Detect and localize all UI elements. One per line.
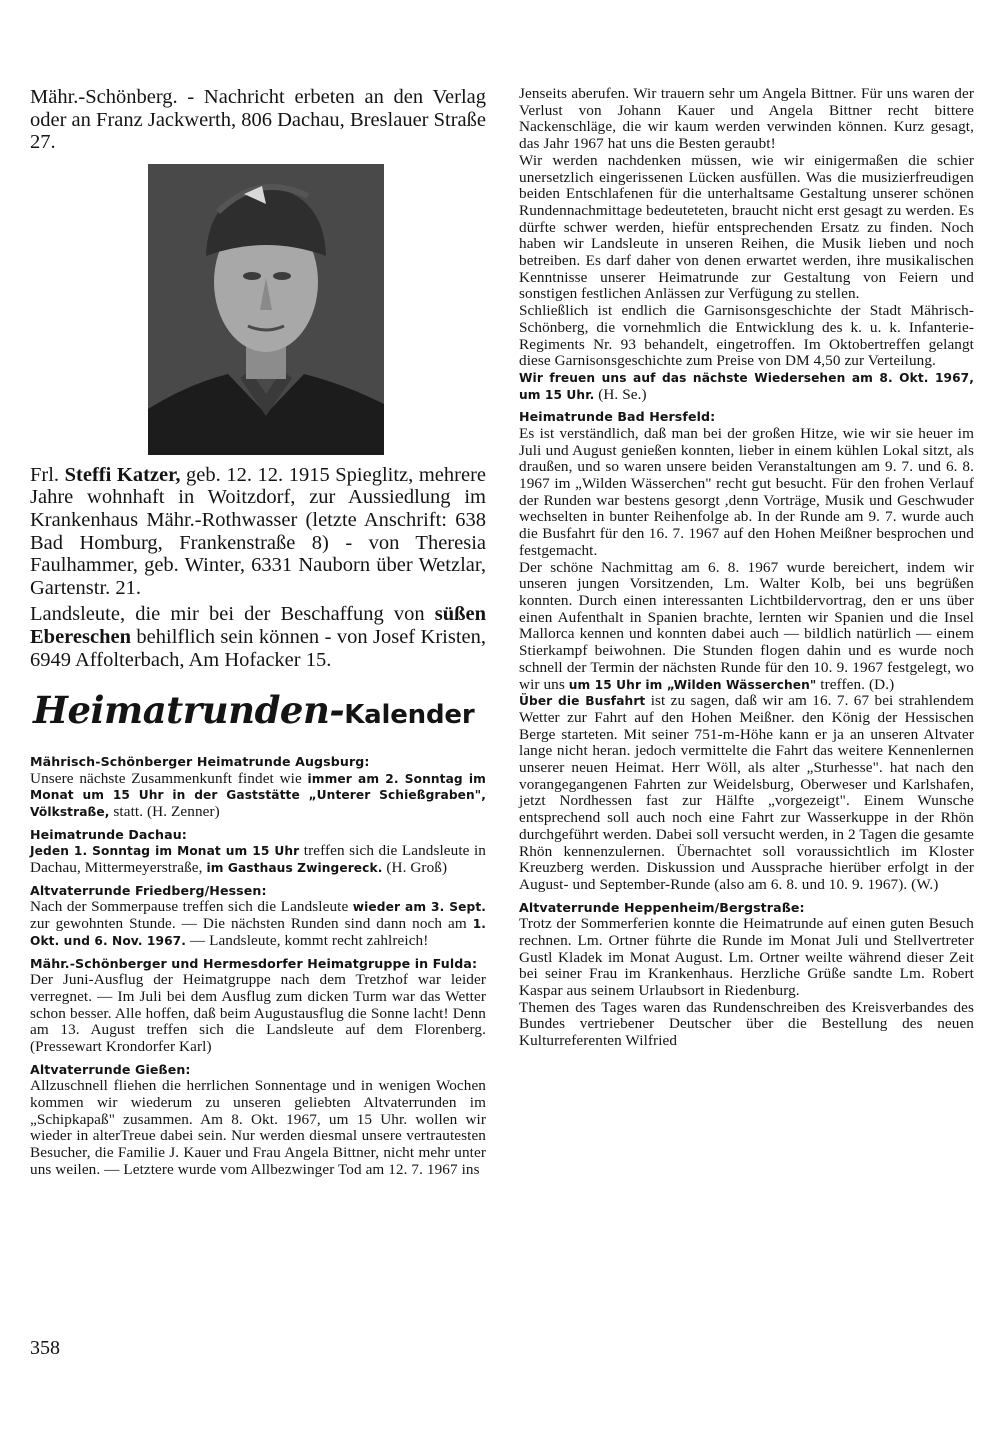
- dachau-text-1: treffen sich die Landsleute in Dachau, Mittermeyerstraße,: [30, 842, 486, 877]
- busfahrt-text: ist zu sagen, daß wir am 16. 7. 67 bei strahlendem Wetter zur Fahrt auf den Hohen Meißner. den König der Hessischen Berge starteten. Mit seiner 751-m-Höhe kann er ja an unseren Altvater lange nicht heran. jedoch vermittelte die Fahrt das weitere Kennenlernen unserer neuen Heimat. Herr Wöll, als alter „Sturhesse". hat nach den vorangegangenen Fahrten zur Weidelsburg, Oberweser und Karlshafen, jetzt Nordhessen fast zur Hälfte „vorgezeigt". Einem Wunsche entsprechend soll auch noch eine Fahrt zur Wasserkuppe in der Rhön durchgeführt werden. Dabei soll versucht werden, in 2 Tagen die gesamte Rhön kennenzulernen. Übernachtet soll voraussichtlich im Kloster Kreuzberg werden. Diskussion und Aussprache hierüber erfolgt in der August- und September-Runde (also am 6. 8. und 10. 9. 1967). (W.): [519, 692, 974, 893]
- hersfeld-paragraph-2-end: treffen. (D.): [820, 675, 895, 693]
- augsburg-text-2: statt. (H. Zenner): [113, 803, 220, 821]
- fulda-text: Der Juni-Ausflug der Heimatgruppe nach dem Tretzhof war leider verregnet. — Im Juli bei dem Ausflug zum dicken Turm war das Wetter schon besser. Alle hoffen, daß beim Augustausflug die Sonne lacht! Denn am 13. August treffen sich die Landsleute auf dem Florenberg. (Pressewart Krondorfer Karl): [30, 971, 486, 1055]
- portrait-photo: [148, 164, 384, 455]
- garnison-paragraph: Schließlich ist endlich die Garnisonsgeschichte der Stadt Mährisch-Schönberg, die vornehmlich die Entwicklung des k. u. k. Infanterie-Regiments Nr. 93 behandelt, eingetroffen. Im Oktobertreffen gelangt diese Garnisonsgeschichte zum Preise von DM 4,50 zur Verteilung.: [519, 302, 974, 370]
- memorial-section: [519, 86, 974, 403]
- friedberg-text-2: zur gewohnten Stunde. — Die nächsten Runden sind dann noch am: [30, 915, 467, 933]
- hersfeld-section: [519, 409, 974, 893]
- dachau-heading: Heimatrunde Dachau:: [30, 826, 187, 842]
- hersfeld-heading: Heimatrunde Bad Hersfeld:: [519, 409, 716, 425]
- katzer-prefix: Frl.: [30, 463, 60, 486]
- katzer-paragraph: [30, 464, 486, 671]
- dachau-bold-2: im Gasthaus Zwingereck.: [206, 861, 383, 876]
- right-column: [519, 86, 974, 1050]
- heppenheim-heading: Altvaterrunde Heppenheim/Bergstraße:: [519, 899, 805, 915]
- hersfeld-paragraph-1: Es ist verständlich, daß man bei der großen Hitze, wie wir sie heuer im Juli und August genießen konnten, lieber in einem kühlen Lokal sitzt, als draußen, und so waren unsere beiden Veranstaltungen am 9. 7. und 6. 8. 1967 im „Wilden Wässerchen" recht gut besucht. Für den frohen Verlauf der Runden war bestens gesorgt ,denn Vorträge, Musik und Geschwuder wechselten in bunter Reihenfolge ab. In der Runde am 9. 7. wurde auch die Busfahrt für den 16. 7. 1967 auf den Hohen Meißner besprochen und festgemacht.: [519, 424, 974, 559]
- friedberg-heading: Altvaterrunde Friedberg/Hessen:: [30, 882, 267, 898]
- friedberg-bold-1: wieder am 3. Sept.: [352, 900, 486, 915]
- giessen-heading: Altvaterrunde Gießen:: [30, 1061, 191, 1077]
- dachau-text-2: (H. Groß): [386, 859, 448, 877]
- friedberg-text-1: Nach der Sommerpause treffen sich die Landsleute: [30, 898, 349, 916]
- page-number: 358: [30, 1337, 60, 1359]
- fulda-section: [30, 956, 486, 1056]
- kalender-title-bold: Kalender: [344, 700, 475, 731]
- friedberg-section: [30, 883, 486, 950]
- wiedersehen-bold: Wir freuen uns auf das nächste Wiedersehen am 8. Okt. 1967, um 15 Uhr.: [519, 370, 974, 402]
- intro-text: Mähr.-Schönberg. - Nachricht erbeten an den Verlag oder an Franz Jackwerth, 806 Dachau, Breslauer Straße 27.: [30, 86, 486, 154]
- augsburg-heading: Mährisch-Schönberger Heimatrunde Augsburg:: [30, 754, 370, 770]
- heppenheim-section: [519, 900, 974, 1050]
- wiedersehen-signature: (H. Se.): [598, 385, 647, 403]
- heppenheim-paragraph-2: Themen des Tages waren das Rundenschreiben des Kreisverbandes des Bundes vertriebener Deutscher über die Bestellung des neuen Kulturreferenten Wilfried: [519, 998, 974, 1050]
- friedberg-bold-2: 1. Okt. und 6. Nov. 1967.: [30, 917, 487, 948]
- katzer-text: geb. 12. 12. 1915 Spieglitz, mehrere Jahre wohnhaft in Woitzdorf, zur Aussiedlung im Krankenhaus Mähr.-Rothwasser (letzte Anschrift: 638 Bad Homburg, Frankenstraße 8) - von Theresia Faulhammer, geb. Winter, 6331 Nauborn über Wetzlar, Gartenstr. 21.: [30, 463, 486, 599]
- kalender-title-script: Heimatrunden-: [33, 688, 345, 733]
- dachau-section: [30, 827, 486, 877]
- dachau-bold-1: Jeden 1. Sonntag im Monat um 15 Uhr: [30, 844, 300, 859]
- busfahrt-bold: Über die Busfahrt: [519, 694, 646, 709]
- kalender-title: [33, 687, 486, 742]
- augsburg-text-1: Unsere nächste Zusammenkunft findet wie: [30, 769, 302, 787]
- augsburg-section: [30, 754, 486, 821]
- ebereschen-paragraph: [30, 603, 486, 671]
- hersfeld-paragraph-2: Der schöne Nachmittag am 6. 8. 1967 wurde bereichert, indem wir unseren jungen Vorsitzenden, Lm. Walter Kolb, bei uns begrüßen konnten. Durch einen interessanten Lichtbildervortrag, den er uns über einen Aufenthalt in Spanien brachte, lernten wir Spanien und die Insel Mallorca kennen und konnten dabei auch — bildlich natürlich — einem Stierkampf beiwohnen. Die Stunden flogen dahin und es wurde noch schnell der Termin der nächsten Runde für den 10. 9. 1967 festgelegt, wo wir uns: [519, 558, 974, 693]
- intro-paragraph: [30, 86, 486, 154]
- memorial-paragraph-2: Wir werden nachdenken müssen, wie wir einigermaßen die schier unersetzlich eingerissenen Lücken ausfüllen. Was die musizierfreudigen beiden Entschlafenen für die unterhaltsame Gestaltung unserer schönen Rundennachmittage bedeuteteten, braucht nicht erst gesagt zu werden. Es dürfte schwer werden, hiefür entsprechenden Ersatz zu finden. Noch haben wir Landsleute in unseren Reihen, die Musik lieben und noch betreiben. Es darf daher von denen erwartet werden, ihre musikalischen Kenntnisse unserer Heimatrunde zur Gestaltung von Feiern und sonstigen festlichen Anlässen zur Verfügung zu stellen.: [519, 151, 974, 303]
- ebereschen-bold: süßen Ebereschen: [30, 603, 487, 648]
- friedberg-text-3: — Landsleute, kommt recht zahlreich!: [189, 931, 429, 949]
- fulda-heading: Mähr.-Schönberger und Hermesdorfer Heimatgruppe in Fulda:: [30, 955, 478, 971]
- portrait-illustration: [148, 164, 384, 455]
- hersfeld-bold: um 15 Uhr im „Wilden Wässerchen": [568, 677, 817, 692]
- katzer-name: Steffi Katzer,: [64, 463, 181, 486]
- ebereschen-prefix: Landsleute, die mir bei der Beschaffung von: [30, 603, 425, 626]
- augsburg-bold: immer am 2. Sonntag im Monat um 15 Uhr in der Gaststätte „Unterer Schießgraben", Völkstraße,: [30, 771, 486, 820]
- memorial-paragraph-1: Jenseits aberufen. Wir trauern sehr um Angela Bittner. Für uns waren der Verlust von Johann Kauer und Angela Bittner recht bittere Nackenschläge, die wir kaum werden verwinden können. Kurz gesagt, das Jahr 1967 hat uns die Besten geraubt!: [519, 85, 974, 153]
- giessen-section: [30, 1062, 486, 1179]
- giessen-text: Allzuschnell fliehen die herrlichen Sonnentage und in wenigen Wochen kommen wir wiederum zu unseren geliebten Altvaterrunden im „Schipkapaß" zusammen. Am 8. Okt. 1967, um 15 Uhr. wollen wir wieder in alterTreue dabei sein. Nur werden diesmal unsere vertrautesten Besucher, die Familie J. Kauer und Frau Angela Bittner, nicht mehr unter uns weilen. — Letztere wurde vom Allbezwinger Tod am 12. 7. 1967 ins: [30, 1077, 486, 1178]
- left-column: [30, 86, 486, 1178]
- heppenheim-paragraph-1: Trotz der Sommerferien konnte die Heimatrunde auf einen guten Besuch rechnen. Lm. Ortner führte die Runde im Monat Juli und Stellvertreter Gustl Kladek im Monat August. Lm. Ortner weilte während dieser Zeit bei seiner Frau im Krankenhaus. Herzliche Grüße sandte Lm. Robert Kaspar aus seinem Urlaubsort in Riedenburg.: [519, 915, 974, 1000]
- ebereschen-text: behilflich sein können - von Josef Kristen, 6949 Affolterbach, Am Hofacker 15.: [30, 625, 487, 671]
